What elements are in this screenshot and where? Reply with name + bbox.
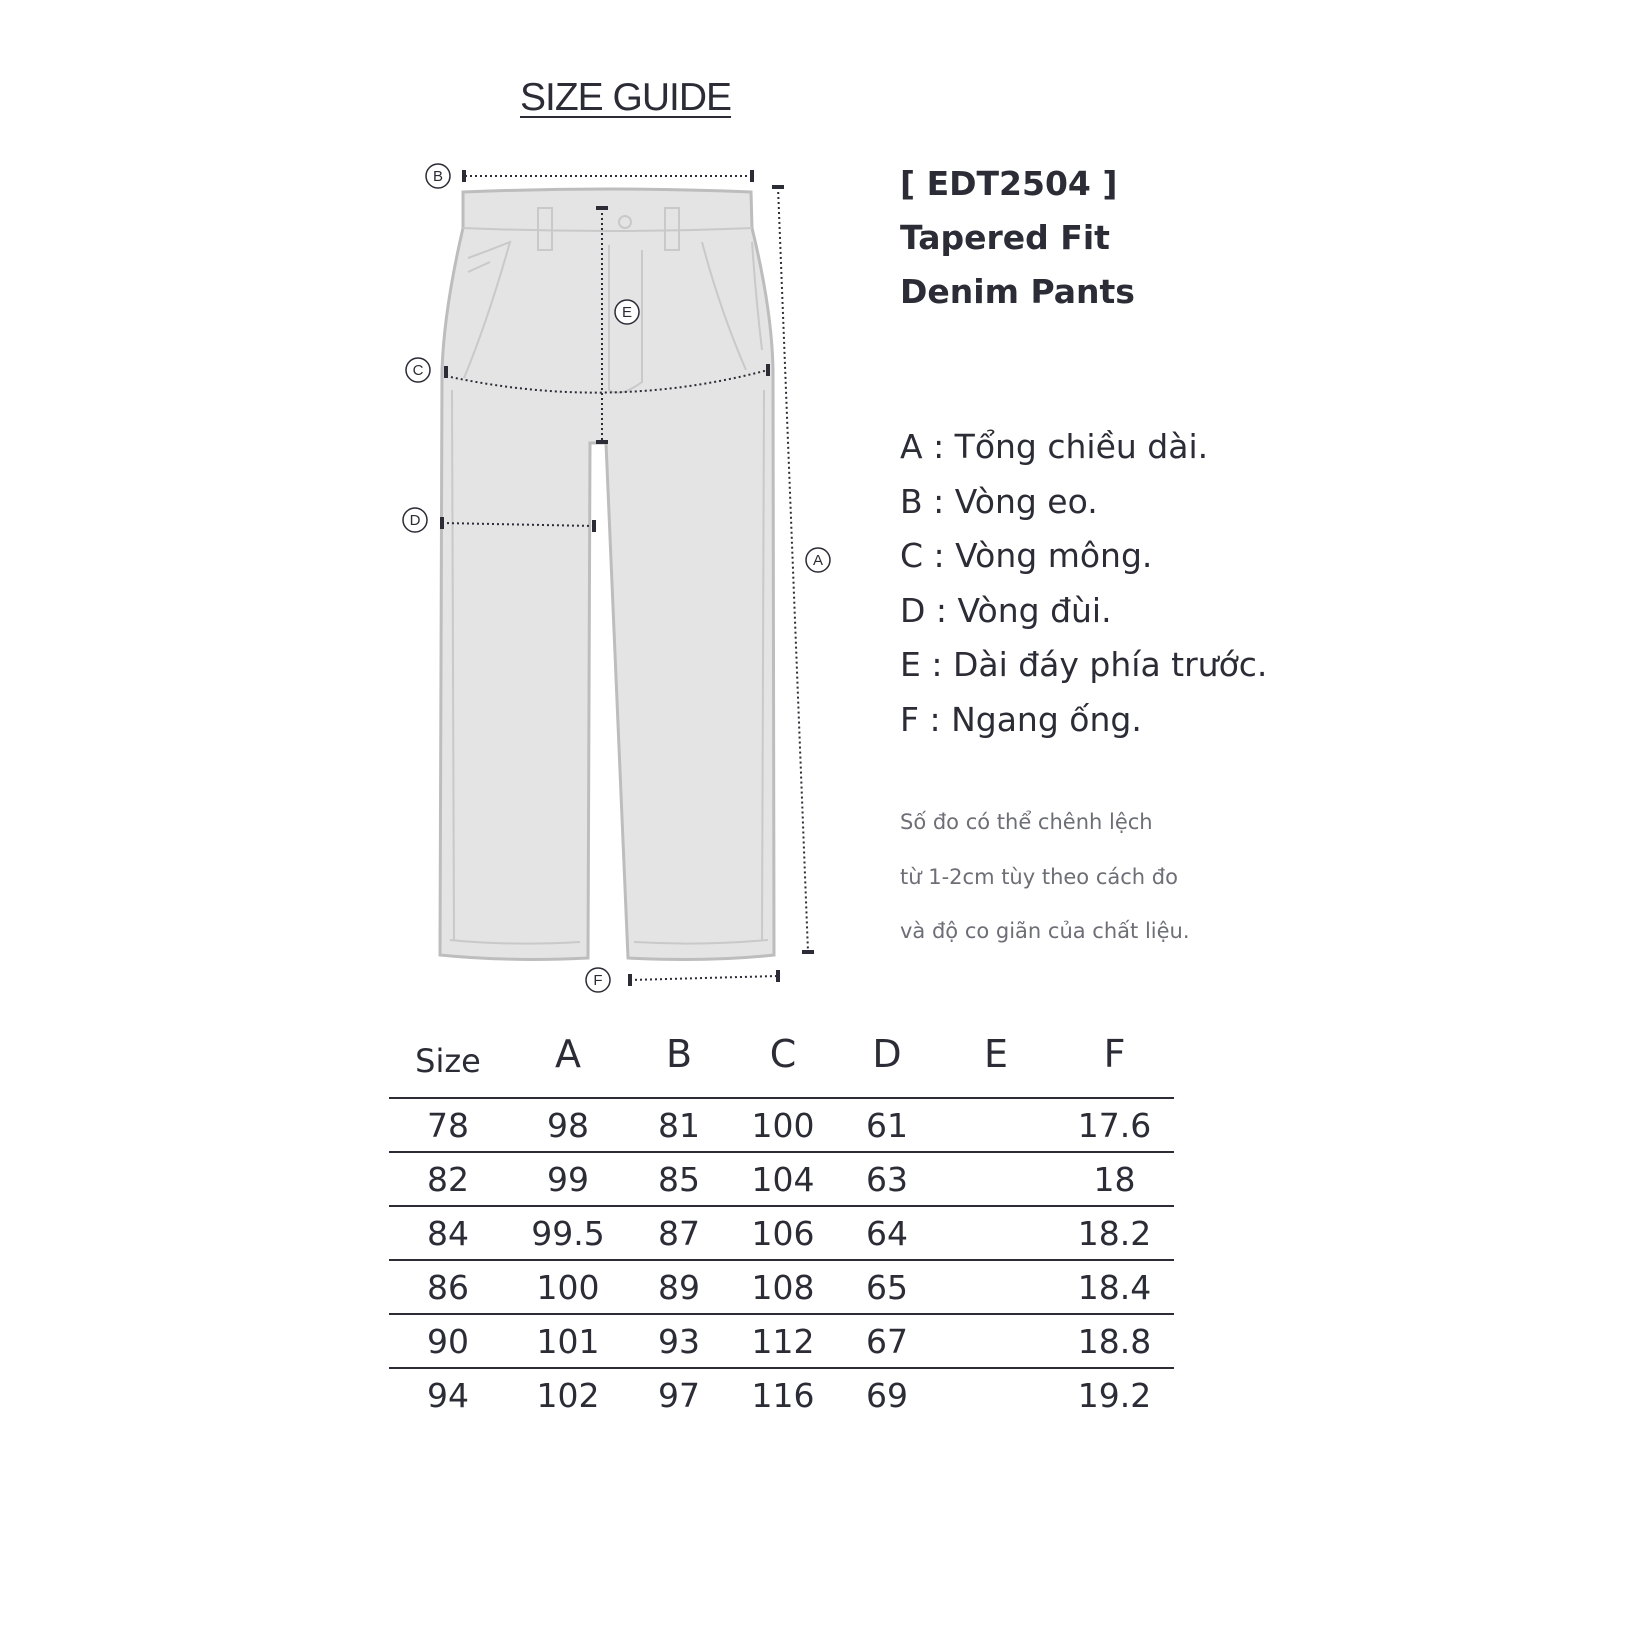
table-row [389,1260,1174,1314]
product-name-line2: Denim Pants [900,272,1135,311]
cell-c: 112 [729,1314,837,1368]
label-c: C [412,362,424,379]
note-line-3: và độ co giãn của chất liệu. [900,919,1190,943]
cell-size: 86 [389,1260,507,1314]
header-size: Size [415,1042,481,1080]
measurement-legend [900,420,1267,747]
cell-size: 82 [389,1152,507,1206]
legend-item-b: B : Vòng eo. [900,481,1098,521]
cell-size: 94 [389,1368,507,1421]
cell-b: 81 [629,1098,729,1152]
table-header-row [389,1010,1174,1098]
header-e: E [983,1031,1008,1076]
cell-a: 102 [507,1368,629,1421]
note-line-2: từ 1-2cm tùy theo cách đo [900,864,1178,889]
cell-e [937,1206,1055,1260]
cell-a: 99 [507,1152,629,1206]
table-row [389,1152,1174,1206]
cell-f: 17.6 [1055,1098,1174,1152]
note-line-1: Số đo có thể chênh lệch [900,810,1153,834]
label-b: B [432,168,444,185]
page-title: SIZE GUIDE [520,76,732,119]
measure-a-line [778,187,808,952]
table-row [389,1206,1174,1260]
cell-e [937,1368,1055,1421]
cell-a: 98 [507,1098,629,1152]
header-d: D [872,1031,902,1076]
product-code: [ EDT2504 ] [900,164,1118,203]
cell-e [937,1152,1055,1206]
header-b: B [665,1031,693,1076]
cell-e [937,1260,1055,1314]
header-c: C [769,1031,797,1076]
cell-d: 63 [837,1152,937,1206]
label-d: D [409,512,421,529]
cell-c: 100 [729,1098,837,1152]
cell-size: 84 [389,1206,507,1260]
cell-size: 90 [389,1314,507,1368]
legend-item-e: E : Dài đáy phía trước. [900,645,1268,684]
cell-f: 18.2 [1055,1206,1174,1260]
cell-f: 19.2 [1055,1368,1174,1421]
cell-d: 67 [837,1314,937,1368]
table-row [389,1098,1174,1152]
measurement-note [900,795,1190,959]
cell-d: 69 [837,1368,937,1421]
cell-b: 85 [629,1152,729,1206]
cell-e [937,1098,1055,1152]
header-a: A [555,1031,581,1076]
cell-a: 100 [507,1260,629,1314]
cell-size: 78 [389,1098,507,1152]
product-name-line1: Tapered Fit [900,218,1110,257]
legend-item-f: F : Ngang ống. [900,699,1142,739]
cell-a: 101 [507,1314,629,1368]
cell-f: 18.8 [1055,1314,1174,1368]
header-f: F [1103,1031,1126,1076]
cell-c: 104 [729,1152,837,1206]
cell-c: 106 [729,1206,837,1260]
legend-item-c: C : Vòng mông. [900,536,1153,575]
cell-d: 64 [837,1206,937,1260]
label-a: A [812,552,824,569]
cell-d: 65 [837,1260,937,1314]
cell-b: 97 [629,1368,729,1421]
product-name [900,157,1135,319]
table-row [389,1314,1174,1368]
cell-b: 93 [629,1314,729,1368]
cell-c: 108 [729,1260,837,1314]
legend-item-a: A : Tổng chiều dài. [900,427,1209,466]
cell-b: 89 [629,1260,729,1314]
label-e: E [621,304,633,321]
cell-f: 18 [1055,1152,1174,1206]
measure-f-line [630,976,778,980]
cell-b: 87 [629,1206,729,1260]
label-f: F [593,972,603,989]
pants-diagram [380,150,900,1030]
cell-f: 18.4 [1055,1260,1174,1314]
size-table [389,1010,1174,1421]
cell-a: 99.5 [507,1206,629,1260]
legend-item-d: D : Vòng đùi. [900,590,1112,630]
cell-c: 116 [729,1368,837,1421]
cell-e [937,1314,1055,1368]
table-row [389,1368,1174,1421]
cell-d: 61 [837,1098,937,1152]
